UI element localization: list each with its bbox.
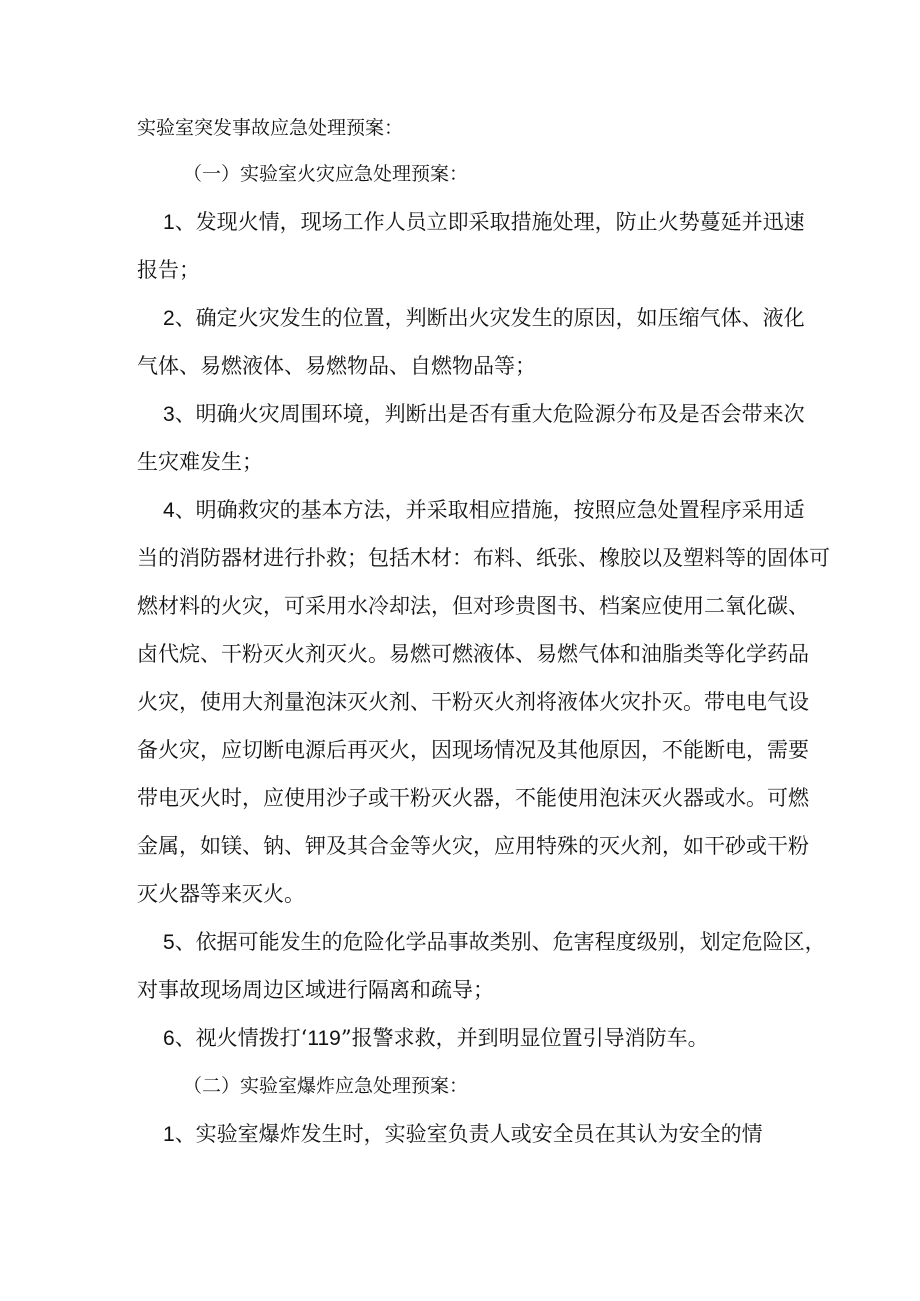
fire-item-5-line-2: 对事故现场周边区域进行隔离和疏导； <box>137 978 494 1002</box>
fire-item-4-line-9: 灭火器等来灭火。 <box>137 882 305 906</box>
fire-item-4-line-7: 带电灭火时，应使用沙子或干粉灭火器，不能使用泡沫灭火器或水。可燃 <box>137 786 809 810</box>
item-text: 、发现火情，现场工作人员立即采取措施处理，防止火势蔓延并迅速 <box>174 210 805 234</box>
fire-item-2-line-2: 气体、易燃液体、易燃物品、自燃物品等； <box>137 354 536 378</box>
item-text: 、依据可能发生的危险化学品事故类别、危害程度级别，划定危险区， <box>174 930 826 954</box>
item-number: 3 <box>163 403 175 426</box>
fire-item-4-line-4: 卤代烷、干粉灭火剂灭火。易燃可燃液体、易燃气体和油脂类等化学药品 <box>137 642 809 666</box>
emergency-number: 119 <box>307 1027 341 1050</box>
item-text-post: ”报警求救，并到明显位置引导消防车。 <box>340 1026 709 1050</box>
section-heading-fire: （一）实验室火灾应急处理预案： <box>183 163 469 185</box>
document-title: 实验室突发事故应急处理预案： <box>137 117 404 139</box>
fire-item-1-line-2: 报告； <box>137 258 200 282</box>
fire-item-4-line-5: 火灾，使用大剂量泡沫灭火剂、干粉灭火剂将液体火灾扑灭。带电电气设 <box>137 690 809 714</box>
fire-item-3-line-1 <box>163 399 805 429</box>
item-text: 、明确救灾的基本方法，并采取相应措施，按照应急处置程序采用适 <box>174 498 805 522</box>
item-number: 6 <box>163 1027 175 1050</box>
fire-item-2-line-1 <box>163 303 805 333</box>
item-text: 、实验室爆炸发生时，实验室负责人或安全员在其认为安全的情 <box>174 1122 763 1146</box>
item-text-pre: 、视火情拨打‘ <box>174 1026 308 1050</box>
item-text: 、确定火灾发生的位置，判断出火灾发生的原因，如压缩气体、液化 <box>174 306 805 330</box>
fire-item-3-line-2: 生灾难发生； <box>137 450 263 474</box>
item-number: 4 <box>163 499 175 522</box>
explosion-item-1-line-1 <box>163 1119 763 1149</box>
item-number: 1 <box>163 211 175 234</box>
fire-item-4-line-1 <box>163 495 805 525</box>
item-number: 5 <box>163 931 175 954</box>
fire-item-4-line-3: 燃材料的火灾，可采用水冷却法，但对珍贵图书、档案应使用二氧化碳、 <box>137 594 809 618</box>
fire-item-5-line-1 <box>163 927 826 957</box>
fire-item-4-line-6: 备火灾，应切断电源后再灭火，因现场情况及其他原因，不能断电，需要 <box>137 738 809 762</box>
item-number: 2 <box>163 307 175 330</box>
item-number: 1 <box>163 1123 175 1146</box>
fire-item-4-line-8: 金属，如镁、钠、钾及其合金等火灾，应用特殊的灭火剂，如干砂或干粉 <box>137 834 809 858</box>
fire-item-6-line-1 <box>163 1023 709 1053</box>
fire-item-4-line-2: 当的消防器材进行扑救；包括木材：布料、纸张、橡胶以及塑料等的固体可 <box>137 546 830 570</box>
section-heading-explosion: （二）实验室爆炸应急处理预案： <box>183 1075 469 1097</box>
item-text: 、明确火灾周围环境，判断出是否有重大危险源分布及是否会带来次 <box>174 402 805 426</box>
fire-item-1-line-1 <box>163 207 805 237</box>
